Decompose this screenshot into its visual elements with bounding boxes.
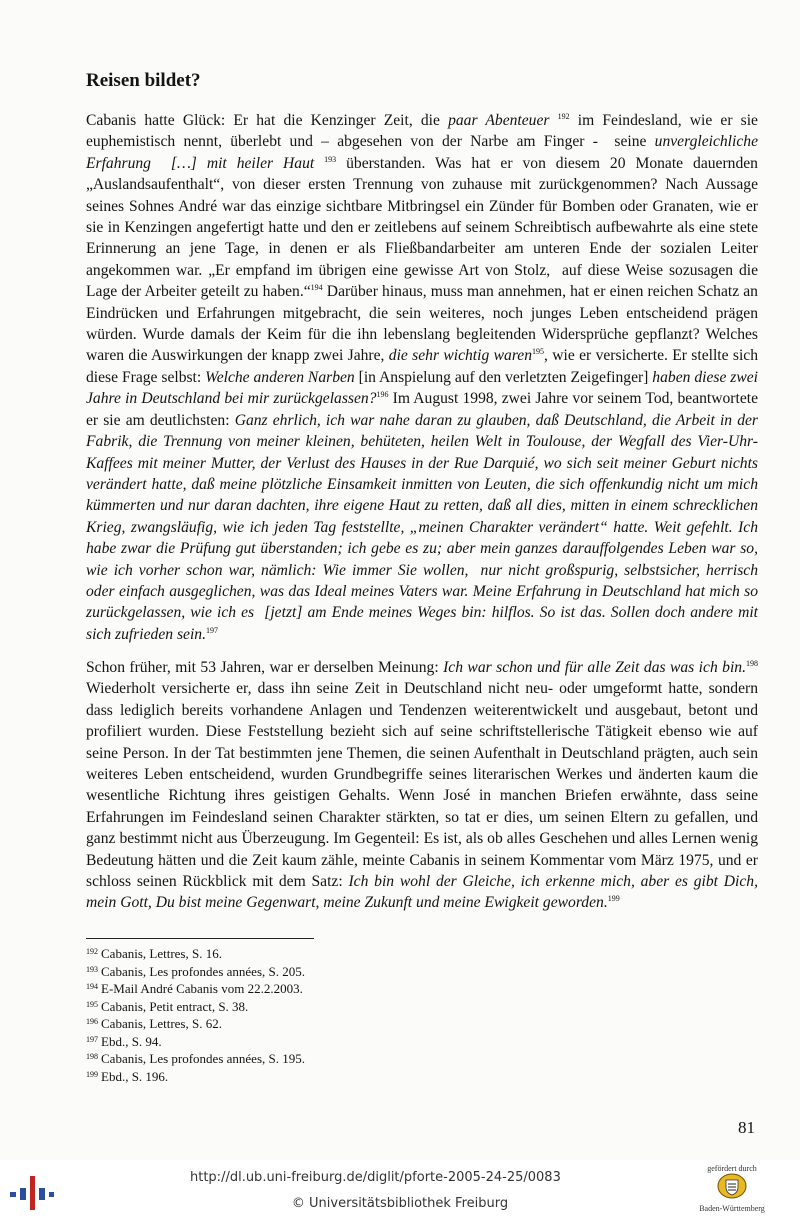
footnote: $^{193}$ Cabanis, Les profondes années, S. 205. <box>86 963 305 979</box>
sponsor-badge <box>692 1164 772 1218</box>
page-number: 81 <box>738 1118 755 1137</box>
section-heading: Reisen bildet? <box>86 70 201 91</box>
footnote: $^{195}$ Cabanis, Petit entract, S. 38. <box>86 998 249 1014</box>
footnote: $^{194}$ E-Mail André Cabanis vom 22.2.2003. <box>86 981 303 996</box>
footnotes <box>86 945 305 1085</box>
coat-of-arms-icon <box>717 1173 747 1199</box>
copyright-notice: © Universitätsbibliothek Freiburg <box>291 1196 509 1211</box>
viewer-footer <box>0 1160 800 1219</box>
sponsor-name: Baden-Württemberg <box>699 1204 765 1213</box>
footnote: $^{196}$ Cabanis, Lettres, S. 62. <box>86 1016 222 1031</box>
paragraph-2: Schon früher, mit 53 Jahren, war er derselben Meinung: Ich war schon und für alle Zeit das was ich bin.$^{198}$ Wiederholt versicherte er, dass ihn seine Zeit in Deutschland nicht neu- oder umgeformt hatte, sondern dass lediglich bereits vorhandene Anlagen und Tendenzen weiterentwickelt und ausgebaut, betont und profiliert wurden. Diese Feststellung bezieht sich auf seine schriftstellerische Tätigkeit ebenso wie auf seine Person. In der Tat bestimmten jene Themen, die seinen Aufenthalt in Deutschland prägten, auch sein weiteres Leben entscheidend, wurden Grundbegriffe seines literarischen Werkes und änderten kaum die wesentliche Richtung ihres geistigen Gehalts. Wenn José in manchen Briefen erwähnte, dass seine Erfahrungen im Feindesland seinen Charakter stärkten, so tat er dies, um seinen Eltern zu gefallen, und ganz bestimmt nicht aus Überzeugung. Im Gegenteil: Es ist, als ob alles Geschehen und alles Lernen wenig Bedeutung hätten und die Zeit kaum zähle, meinte Cabanis in seinem Kommentar vom März 1975, und er schloss seinen Rückblick mit dem Satz: Ich bin wohl der Gleiche, ich erkenne mich, aber es gibt Dich, mein Gott, Du bist meine Gegenwart, meine Zukunft und meine Ewigkeit geworden.$^{199}$ <box>86 659 758 912</box>
footnote: $^{197}$ Ebd., S. 94. <box>86 1033 162 1049</box>
document-url[interactable]: http://dl.ub.uni-freiburg.de/diglit/pforte-2005-24-25/0083 <box>190 1170 561 1185</box>
paragraph-1: Cabanis hatte Glück: Er hat die Kenzinger Zeit, die paar Abenteuer $^{192}$ im Feindesland, wie er sie euphemistisch nennt, überlebt und – abgesehen von der Narbe am Finger - seine unvergleichliche Erfahrung […] mit heiler Haut $^{193}$ überstanden. Was hat er von diesem 20 Monate dauernden „Auslandsaufenthalt“, von dieser ersten Trennung von zuhause mit zurückgenommen? Nach Aussage seines Sohnes André war das einzige sichtbare Mitbringsel ein Zünder für Bomben oder Granaten, wie er sie in Kenzingen angefertigt hatte und den er zeitlebens auf seinem Schreibtisch aufbewahrte als eine stete Erinnerung an jene Tage, in denen er als Fließbandarbeiter am unteren Ende der sozialen Leiter angekommen war. „Er empfand im übrigen eine gewisse Art von Stolz, auf diese Weise sozusagen die Lage der Arbeiter geteilt zu haben.“$^{194}$ Darüber hinaus, muss man annehmen, hat er einen reichen Schatz an Eindrücken und Erfahrungen mitgebracht, die sein weiteres, noch junges Leben entscheidend prägen würden. Wurde damals der Keim für die ihn lebenslang begleitenden Widersprüche gepflanzt? Welches waren die Auswirkungen der knapp zwei Jahre, die sehr wichtig waren$^{195}$, wie er versicherte. Er stellte sich diese Frage selbst: Welche anderen Narben [in Anspielung auf den verletzten Zeigefinger] haben diese zwei Jahre in Deutschland bei mir zurückgelassen?$^{196}$ Im August 1998, zwei Jahre vor seinem Tod, beantwortete er sie am deutlichsten: Ganz ehrlich, ich war nahe daran zu glauben, daß Deutschland, die Arbeit in der Fabrik, die Trennung von meiner kleinen, behüteten, heilen Welt in Toulouse, der Wegfall des Vier-Uhr-Kaffees mit meiner Mutter, der Verlust des Hauses in der Rue Darquié, wo sich seit meiner Geburt nichts verändert hatte, daß meine plötzliche Einsamkeit inmitten von Leuten, die sich offenkundig nicht um mich kümmerten und nur daran dachten, ihre eigene Haut zu retten, daß all dies, mitten in einem schrecklichen Krieg, zwangsläufig, wie ich jeden Tag feststellte, „meinen Charakter verändert“ hatte. Weit gefehlt. Ich habe zwar die Prüfung gut überstanden; ich gebe es zu; aber mein ganzes darauffolgendes Leben war so, wie ich vorher schon war, nämlich: Wie immer Sie wollen, nur nicht großspurig, selbstsicher, herrisch oder einfach ausgeglichen, was das Ideal meines Vaters war. Meine Erfahrung in Deutschland hat mich so zurückgelassen, wie ich es [jetzt] am Ende meines Weges bin: hilflos. So ist das. Sollen doch andere mit sich zufrieden sein.$^{197}$ <box>86 112 759 643</box>
footnote: $^{198}$ Cabanis, Les profondes années, S. 195. <box>86 1051 305 1066</box>
footnote: $^{192}$ Cabanis, Lettres, S. 16. <box>86 946 222 961</box>
footnote: $^{199}$ Ebd., S. 196. <box>86 1068 169 1084</box>
sponsor-caption: gefördert durch <box>707 1164 757 1173</box>
footnote-separator <box>86 938 314 939</box>
